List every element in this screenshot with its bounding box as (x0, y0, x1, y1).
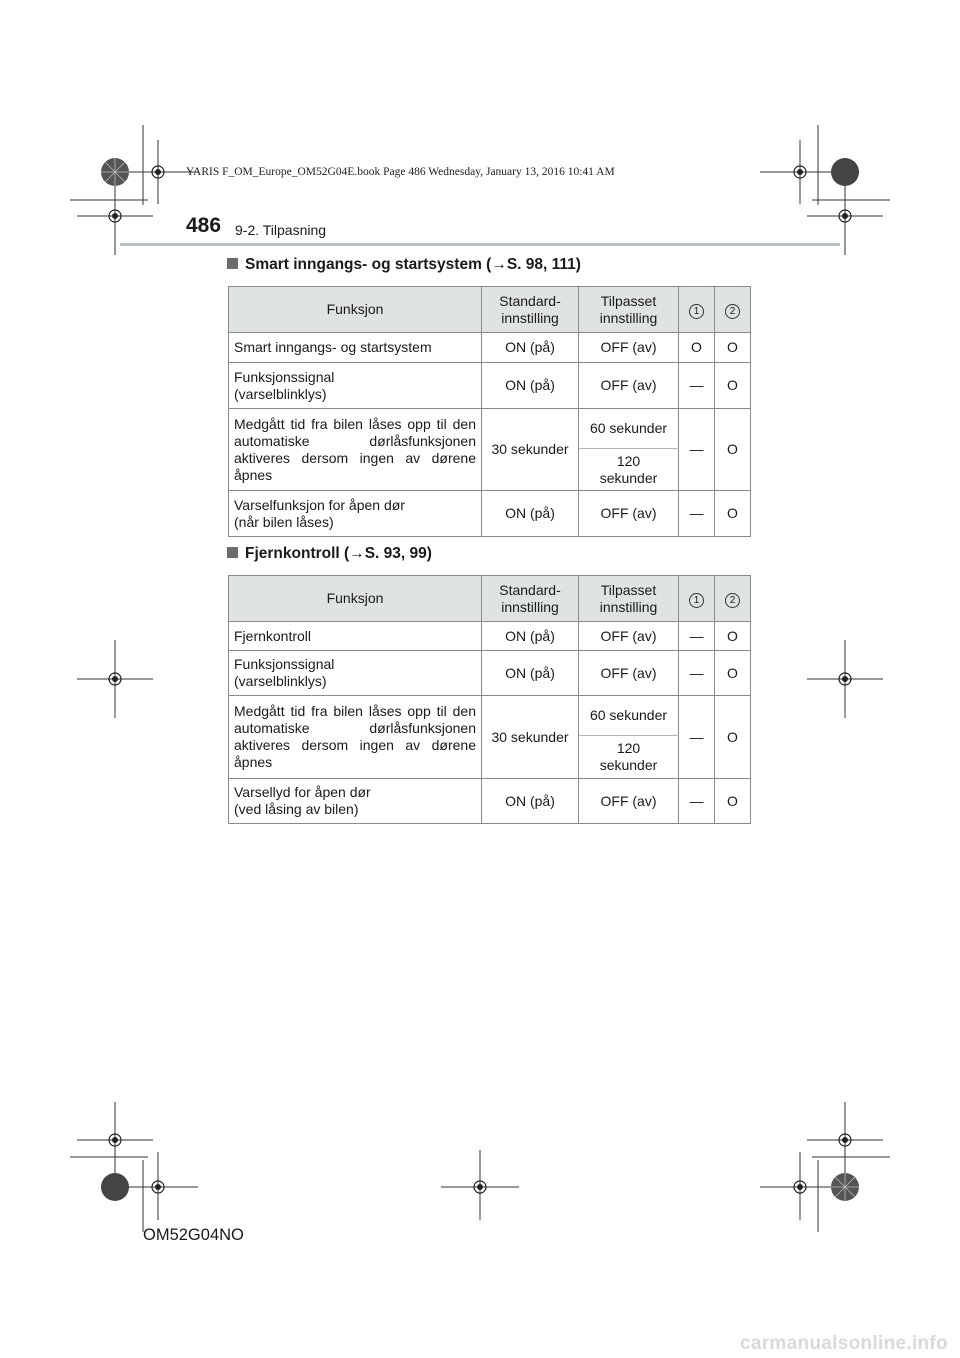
custom-cell: 60 sekunder (579, 696, 679, 736)
table-row (229, 622, 751, 651)
default-cell: 30 sekunder (482, 696, 579, 779)
custom-cell: OFF (av) (579, 333, 679, 363)
chapter-title: 9-2. Tilpasning (235, 222, 327, 238)
header-default: Standard- innstilling (482, 287, 579, 333)
custom-cell: 60 sekunder (579, 409, 679, 449)
default-cell: ON (på) (482, 491, 579, 537)
header-col-2 (715, 576, 751, 622)
feature-cell: Varsellyd for åpen dør (ved låsing av bilen) (229, 779, 482, 824)
feature-cell: Funksjonssignal (varselblinklys) (229, 651, 482, 696)
col-1-cell: — (679, 696, 715, 779)
col-1-cell: — (679, 363, 715, 409)
col-2-cell: O (715, 363, 751, 409)
watermark: carmanualsonline.info (740, 1333, 948, 1354)
square-bullet-icon (227, 547, 238, 558)
table-row (229, 651, 751, 696)
feature-cell: Medgått tid fra bilen låses opp til den automatiske dørlåsfunksjonen aktiveres dersom ingen av dørene åpnes (229, 409, 482, 491)
settings-table (228, 575, 751, 824)
custom-cell: OFF (av) (579, 779, 679, 824)
header-custom: Tilpasset innstilling (579, 287, 679, 333)
header-feature: Funksjon (229, 287, 482, 333)
col-2-cell: O (715, 409, 751, 491)
col-1-cell: — (679, 622, 715, 651)
table-row (229, 409, 751, 449)
circled-number-icon: 1 (689, 593, 704, 608)
default-cell: ON (på) (482, 363, 579, 409)
header-rule (120, 243, 840, 246)
custom-cell: OFF (av) (579, 491, 679, 537)
header-col-1 (679, 576, 715, 622)
col-2-cell: O (715, 333, 751, 363)
custom-cell: OFF (av) (579, 651, 679, 696)
header-feature: Funksjon (229, 576, 482, 622)
section-title (227, 545, 432, 563)
col-2-cell: O (715, 651, 751, 696)
default-cell: ON (på) (482, 333, 579, 363)
section-title (227, 256, 581, 274)
default-cell: ON (på) (482, 651, 579, 696)
col-2-cell: O (715, 622, 751, 651)
square-bullet-icon (227, 258, 238, 269)
col-2-cell: O (715, 779, 751, 824)
manual-code: OM52G04NO (143, 1226, 244, 1244)
section-title-text: Fjernkontroll (→S. 93, 99) (245, 545, 432, 562)
feature-cell: Fjernkontroll (229, 622, 482, 651)
custom-cell: OFF (av) (579, 363, 679, 409)
page-number: 486 (186, 214, 222, 237)
col-1-cell: — (679, 651, 715, 696)
section-title-text: Smart inngangs- og startsystem (→S. 98, 111) (245, 256, 581, 273)
table-row (229, 779, 751, 824)
table-row (229, 333, 751, 363)
col-1-cell: O (679, 333, 715, 363)
default-cell: 30 sekunder (482, 409, 579, 491)
custom-cell: 120 sekunder (579, 736, 679, 779)
table-row (229, 696, 751, 736)
default-cell: ON (på) (482, 779, 579, 824)
col-1-cell: — (679, 491, 715, 537)
feature-cell: Varselfunksjon for åpen dør (når bilen låses) (229, 491, 482, 537)
header-col-2 (715, 287, 751, 333)
custom-cell: 120 sekunder (579, 449, 679, 491)
col-1-cell: — (679, 409, 715, 491)
circled-number-icon: 2 (725, 304, 740, 319)
circled-number-icon: 1 (689, 304, 704, 319)
feature-cell: Medgått tid fra bilen låses opp til den automatiske dørlåsfunksjonen aktiveres dersom ingen av dørene åpnes (229, 696, 482, 779)
table-row (229, 491, 751, 537)
custom-cell: OFF (av) (579, 622, 679, 651)
header-custom: Tilpasset innstilling (579, 576, 679, 622)
table-row (229, 363, 751, 409)
circled-number-icon: 2 (725, 593, 740, 608)
col-2-cell: O (715, 491, 751, 537)
settings-table (228, 286, 751, 537)
header-default: Standard- innstilling (482, 576, 579, 622)
feature-cell: Smart inngangs- og startsystem (229, 333, 482, 363)
feature-cell: Funksjonssignal (varselblinklys) (229, 363, 482, 409)
header-col-1 (679, 287, 715, 333)
col-1-cell: — (679, 779, 715, 824)
print-info: YARIS F_OM_Europe_OM52G04E.book Page 486 Wednesday, January 13, 2016 10:41 AM (186, 166, 615, 178)
col-2-cell: O (715, 696, 751, 779)
default-cell: ON (på) (482, 622, 579, 651)
